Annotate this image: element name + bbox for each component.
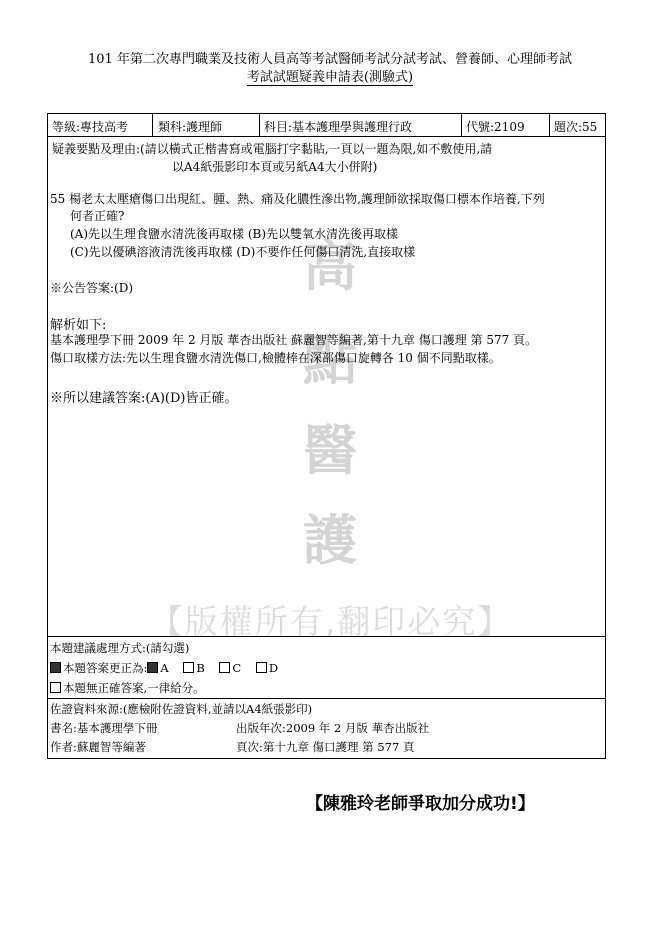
analysis-line2: 傷口取樣方法:先以生理食鹽水清洗傷口,檢體棒在深部傷口旋轉各 10 個不同點取樣。 — [50, 351, 501, 365]
divider — [48, 698, 605, 699]
divider — [259, 114, 260, 136]
watermark-char-3: 醫 — [303, 419, 357, 482]
question-text-line1: 55 楊老太太壓瘡傷口出現紅、腫、熱、痛及化膿性滲出物,護理師欲採取傷口標本作培養,下列 — [50, 192, 545, 206]
option-d-checkbox[interactable] — [256, 662, 267, 673]
evidence-book: 書名:基本護理學下冊 — [50, 721, 158, 735]
answer-change-checkbox[interactable] — [50, 662, 61, 673]
question-options-cd: (C)先以優碘溶液清洗後再取樣 (D)不要作任何傷口清洗,直接取樣 — [70, 245, 416, 259]
analysis-line1: 基本護理學下冊 2009 年 2 月版 華杏出版社 蘇麗智等編著,第十九章 傷口護理 第 577 頁。 — [50, 333, 538, 347]
watermark-char-2: 點 — [303, 329, 357, 392]
evidence-author: 作者:蘇麗智等編著 — [50, 740, 146, 754]
category-cell: 類科:護理師 — [158, 120, 223, 134]
form-subtitle-text: 考試試題疑義申請表(測驗式) — [246, 70, 414, 85]
analysis-heading: 解析如下: — [50, 318, 107, 333]
subject-cell: 科目:基本護理學與護理行政 — [264, 120, 413, 134]
answer-change-label: 本題答案更正為: — [63, 661, 148, 675]
divider — [48, 636, 605, 637]
divider — [152, 114, 153, 136]
option-a-checkbox[interactable] — [147, 662, 158, 673]
watermark-copyright: 【版權所有,翻印必究】 — [149, 602, 513, 641]
evidence-heading: 佐證資料來源:(應檢附佐證資料,並請以A4紙張影印) — [50, 702, 313, 716]
option-b-checkbox[interactable] — [183, 662, 194, 673]
watermark-char-1: 高 — [303, 235, 357, 298]
answer-change-row — [50, 660, 278, 676]
option-b-label: B — [196, 661, 205, 675]
teacher-slogan: 【陳雅玲老師爭取加分成功!】 — [306, 794, 535, 814]
watermark-char-4: 護 — [303, 509, 357, 572]
question-options-ab: (A)先以生理食鹽水清洗後再取樣 (B)先以雙氧水清洗後再取樣 — [70, 227, 399, 241]
level-cell: 等級:專技高考 — [52, 120, 129, 134]
option-c-label: C — [232, 661, 242, 675]
points-instruction-line2: 以A4紙張影印本頁或另紙A4大小併附) — [172, 160, 378, 174]
points-instruction-line1: 疑義要點及理由:(請以橫式正楷書寫或電腦打字黏貼,一頁以一題為限,如不敷使用,請 — [52, 142, 493, 156]
option-a-label: A — [160, 661, 169, 675]
form-table — [47, 113, 606, 759]
no-answer-label: 本題無正確答案,一律給分。 — [63, 681, 205, 695]
suggestion-heading: 本題建議處理方式:(請勾選) — [50, 641, 190, 655]
option-c-checkbox[interactable] — [219, 662, 230, 673]
suggested-answer: ※所以建議答案:(A)(D)皆正確。 — [50, 391, 238, 406]
no-answer-row — [50, 680, 205, 696]
option-d-label: D — [268, 661, 279, 675]
divider — [461, 114, 462, 136]
divider — [48, 136, 605, 137]
evidence-page: 頁次:第十九章 傷口護理 第 577 頁 — [236, 740, 415, 754]
form-title: 101 年第二次專門職業及技術人員高等考試醫師考試分試考試、營養師、心理師考試 — [88, 52, 572, 67]
no-answer-checkbox[interactable] — [50, 682, 61, 693]
announced-answer: ※公告答案:(D) — [50, 281, 134, 295]
code-cell: 代號:2109 — [466, 120, 525, 134]
question-number-cell: 題次:55 — [554, 120, 598, 134]
divider — [549, 114, 550, 136]
form-subtitle — [0, 66, 660, 85]
evidence-edition: 出版年次:2009 年 2 月版 華杏出版社 — [236, 721, 430, 735]
question-text-line2: 何者正確? — [70, 209, 125, 223]
